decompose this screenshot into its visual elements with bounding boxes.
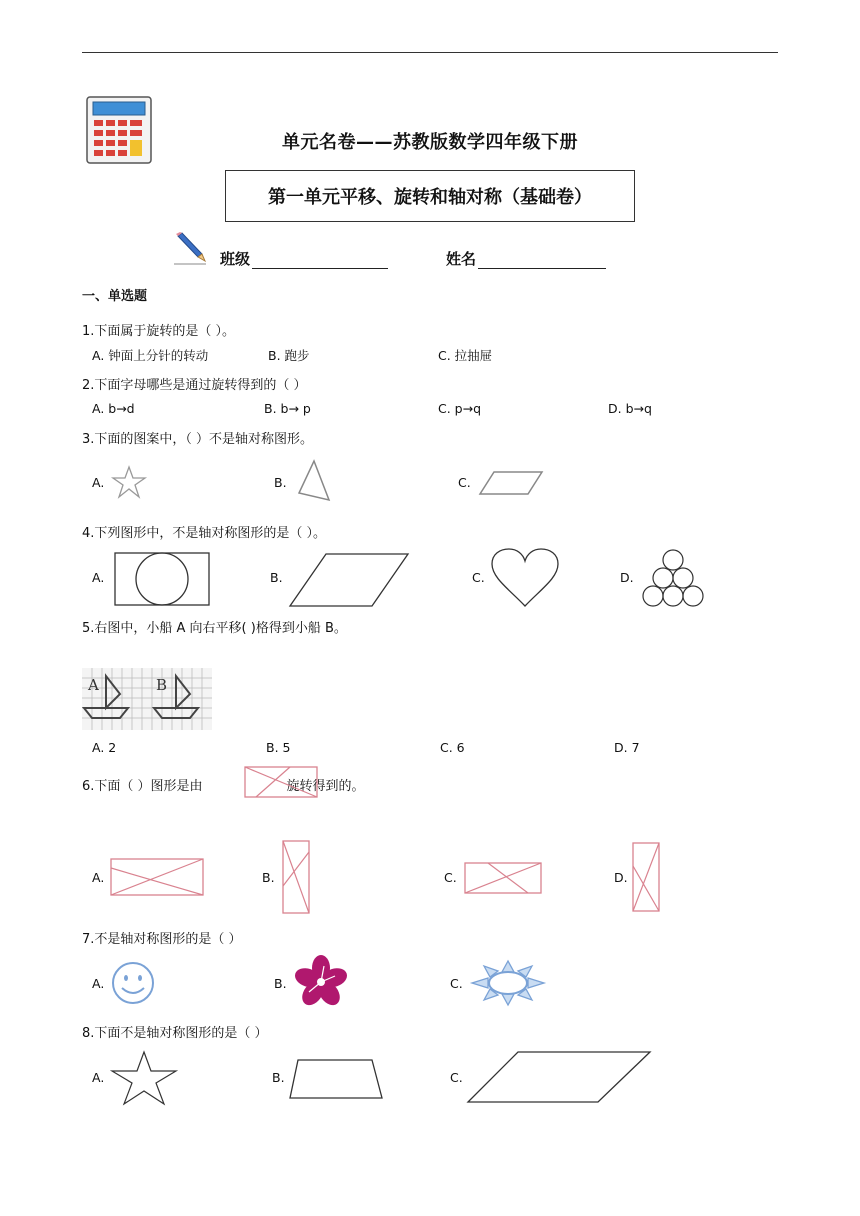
q2-option-b[interactable]: B. b→ p [264,401,311,416]
star-outline-shape [112,466,146,498]
q4-option-b[interactable]: B. [270,570,283,585]
sun-shape [470,960,546,1006]
question-6-before: 6.下面（ ）图形是由 [82,779,203,794]
bauhinia-flower-shape [292,954,350,1010]
question-4: 4.下列图形中，不是轴对称图形的是（ ）。 [82,526,327,541]
q6-option-a[interactable]: A. [92,870,105,885]
subtitle: 第一单元平移、旋转和轴对称（基础卷） [268,187,592,208]
q2-option-d[interactable]: D. b→q [608,401,652,416]
q4-option-c[interactable]: C. [472,570,485,585]
question-5: 5.右图中，小船 A 向右平移( )格得到小船 B。 [82,621,347,636]
question-1: 1.下面属于旋转的是（ ）。 [82,324,236,339]
q3-option-c[interactable]: C. [458,475,471,490]
q5-option-b[interactable]: B. 5 [266,740,291,755]
q6-option-c[interactable]: C. [444,870,457,885]
reference-rectangle-shape [244,766,318,798]
class-label: 班级 [220,250,251,268]
question-2: 2.下面字母哪些是通过旋转得到的（ ） [82,378,307,393]
q8-option-c[interactable]: C. [450,1070,463,1085]
q1-option-c[interactable]: C. 拉抽屉 [438,348,493,363]
q1-option-b[interactable]: B. 跑步 [268,348,310,363]
q7-option-b[interactable]: B. [274,976,287,991]
question-6 [82,775,365,794]
q7-option-c[interactable]: C. [450,976,463,991]
smiley-face-shape [110,962,156,1004]
boat-grid-figure [82,668,212,730]
pencil-icon [172,232,208,266]
q4-option-d[interactable]: D. [620,570,634,585]
q6-shape-a [110,858,204,896]
q7-option-a[interactable]: A. [92,976,105,991]
top-rule [82,52,778,53]
q1-option-a[interactable]: A. 钟面上分针的转动 [92,348,209,363]
q8-option-b[interactable]: B. [272,1070,285,1085]
boat-a-label: A [88,676,99,694]
parallelogram-shape [288,552,410,608]
rectangle-circle-shape [114,552,210,606]
name-field [446,248,606,269]
q5-option-c[interactable]: C. 6 [440,740,465,755]
question-7: 7.不是轴对称图形的是（ ） [82,932,242,947]
question-3: 3.下面的图案中，（ ）不是轴对称图形。 [82,432,314,447]
q5-option-a[interactable]: A. 2 [92,740,117,755]
parallelogram-small-shape [478,470,544,496]
q8-option-a[interactable]: A. [92,1070,105,1085]
large-parallelogram-shape [466,1050,652,1104]
q6-option-b[interactable]: B. [262,870,275,885]
q3-option-a[interactable]: A. [92,475,105,490]
q3-option-b[interactable]: B. [274,475,287,490]
heart-shape [490,548,560,608]
q2-option-c[interactable]: C. p→q [438,401,482,416]
name-blank[interactable] [478,254,606,269]
triangle-shape [296,459,332,503]
q6-shape-c [464,862,542,894]
question-8: 8.下面不是轴对称图形的是（ ） [82,1026,268,1041]
page-title: 单元名卷——苏教版数学四年级下册 [282,132,578,153]
q6-shape-b [282,840,310,914]
subtitle-box [225,170,635,222]
class-field [220,248,388,269]
q5-option-d[interactable]: D. 7 [614,740,640,755]
question-6-after: 旋转得到的。 [286,779,365,794]
q2-option-a[interactable]: A. b→d [92,401,135,416]
q6-option-d[interactable]: D. [614,870,628,885]
q6-shape-d [632,842,660,912]
q4-option-a[interactable]: A. [92,570,105,585]
circles-triangle-shape [640,548,706,608]
trapezoid-shape [288,1058,384,1100]
star-shape [110,1050,178,1106]
name-label: 姓名 [446,250,477,268]
boat-b-label: B [156,676,168,694]
class-blank[interactable] [252,254,388,269]
section-title: 一、单选题 [82,289,148,304]
